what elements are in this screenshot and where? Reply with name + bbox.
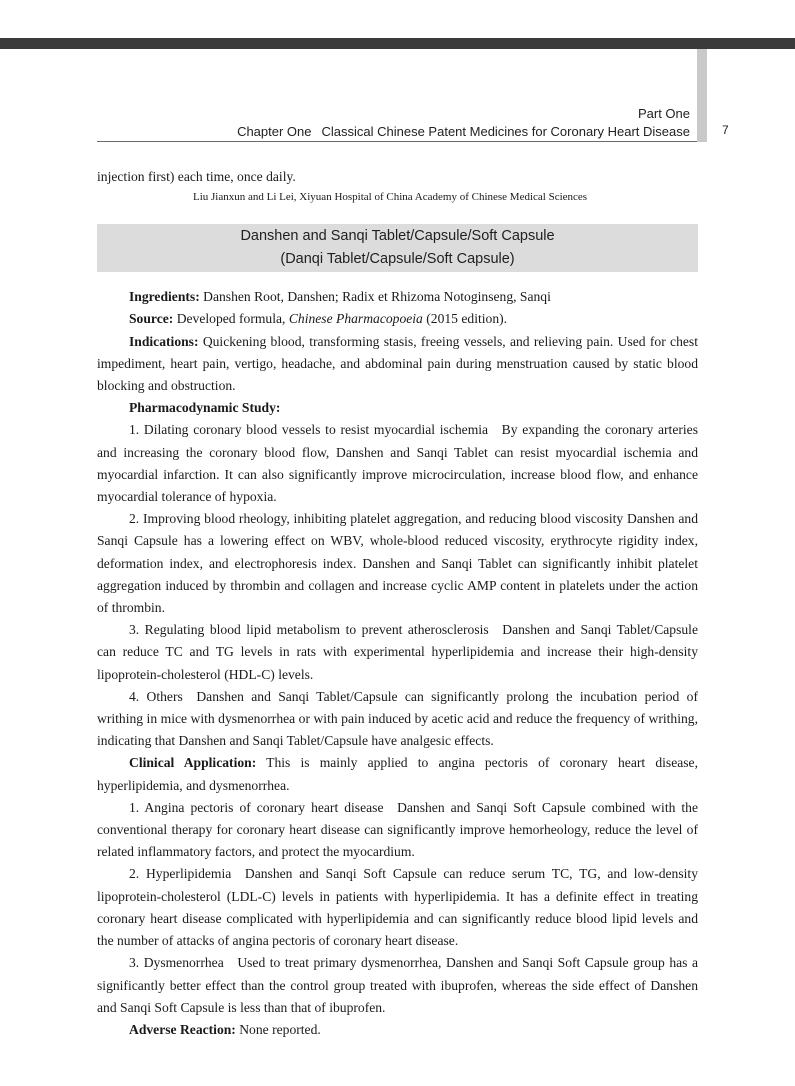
adverse-paragraph: [97, 1019, 698, 1041]
chapter-title: Classical Chinese Patent Medicines for Coronary Heart Disease: [321, 124, 690, 139]
pharmacodynamic-item-2: 2. Improving blood rheology, inhibiting platelet aggregation, and reducing blood viscosity Danshen and Sanqi Capsule has a lowering effect on WBV, whole-blood reduced viscosity, erythrocyte rigidity index, deformation index, and electrophoresis index. Danshen and Sanqi Tablet can significantly inhibit platelet aggregation induced by thrombin and collagen and increase cyclic AMP content in platelets under the action of thrombin.: [97, 511, 698, 616]
top-decorative-bar: [0, 38, 795, 49]
source-reference: Chinese Pharmacopoeia: [288, 311, 423, 327]
continuation-text: injection first) each time, once daily.: [97, 169, 296, 184]
clinical-label: Clinical Application:: [129, 755, 257, 771]
source-label: Source:: [129, 311, 174, 327]
running-header-chapter: [237, 124, 690, 139]
pharmacodynamic-label: Pharmacodynamic Study:: [129, 400, 281, 416]
indications-text: Quickening blood, transforming stasis, freeing vessels, and relieving pain. Used for chest impediment, heart pain, vertigo, headache, and abdominal pain during menstruation caused by static blood blocking and obstruction.: [97, 333, 698, 394]
page-number: 7: [722, 123, 729, 137]
clinical-paragraph: [97, 752, 698, 796]
page-body: [97, 166, 698, 1041]
adverse-text: None reported.: [235, 1021, 321, 1037]
pharmacodynamic-item-4: 4. Others Danshen and Sanqi Tablet/Capsule can significantly prolong the incubation period of writhing in mice with dysmenorrhea or with pain induced by acetic acid and reduce the frequency of writhing, indicating that Danshen and Sanqi Tablet/Capsule have analgesic effects.: [97, 688, 698, 749]
monograph-subtitle: (Danqi Tablet/Capsule/Soft Capsule): [280, 250, 515, 267]
ingredients-paragraph: [97, 286, 698, 308]
indications-label: Indications:: [129, 333, 199, 349]
source-edition: (2015 edition).: [422, 311, 508, 327]
side-decorative-bar: [697, 49, 707, 142]
ingredients-label: Ingredients:: [129, 289, 200, 305]
clinical-text: This is mainly applied to angina pectoris of coronary heart disease, hyperlipidemia, and dysmenorrhea.: [97, 755, 698, 793]
indications-paragraph: [97, 331, 698, 398]
monograph-title: Danshen and Sanqi Tablet/Capsule/Soft Capsule: [240, 228, 555, 245]
chapter-number: Chapter One: [237, 124, 312, 139]
clinical-item-3: 3. Dysmenorrhea Used to treat primary dysmenorrhea, Danshen and Sanqi Soft Capsule group has a significantly better effect than the control group treated with ibuprofen, whereas the side effect of Danshen and Sanqi Soft Capsule is less than that of ibuprofen.: [97, 955, 698, 1015]
source-text: Developed formula,: [173, 311, 289, 327]
author-credit: Liu Jianxun and Li Lei, Xiyuan Hospital of China Academy of Chinese Medical Sciences: [193, 191, 588, 204]
pharmacodynamic-item-1: 1. Dilating coronary blood vessels to resist myocardial ischemia By expanding the coronary arteries and increasing the coronary blood flow, Danshen and Sanqi Tablet can resist myocardial ischemia and myocardial infarction. It can also significantly improve microcirculation, increase blood flow, and enhance myocardial tolerance of hypoxia.: [97, 422, 698, 505]
source-paragraph: [97, 308, 698, 330]
running-header-part: Part One: [637, 106, 690, 121]
header-divider: [97, 141, 697, 142]
monograph-title-box: [97, 224, 698, 272]
clinical-item-1: 1. Angina pectoris of coronary heart disease Danshen and Sanqi Soft Capsule combined with the conventional therapy for coronary heart disease can significantly improve hemorheology, reduce the level of related inflammatory factors, and protect the myocardium.: [97, 799, 698, 860]
pharmacodynamic-heading: [97, 397, 698, 419]
clinical-item-2: 2. Hyperlipidemia Danshen and Sanqi Soft Capsule can reduce serum TC, TG, and low-density lipoprotein-cholesterol (LDL-C) levels in patients with hyperlipidemia. It has a definite effect in treating coronary heart disease complicated with hyperlipidemia and can significantly reduce blood lipid levels and the number of attacks of angina pectoris of coronary heart disease.: [97, 866, 698, 949]
ingredients-text: Danshen Root, Danshen; Radix et Rhizoma Notoginseng, Sanqi: [199, 289, 551, 305]
adverse-label: Adverse Reaction:: [129, 1021, 236, 1037]
pharmacodynamic-item-3: 3. Regulating blood lipid metabolism to prevent atherosclerosis Danshen and Sanqi Tablet/Capsule can reduce TC and TG levels in rats with experimental hyperlipidemia and increase their high-density lipoprotein-cholesterol (HDL-C) levels.: [97, 622, 698, 682]
